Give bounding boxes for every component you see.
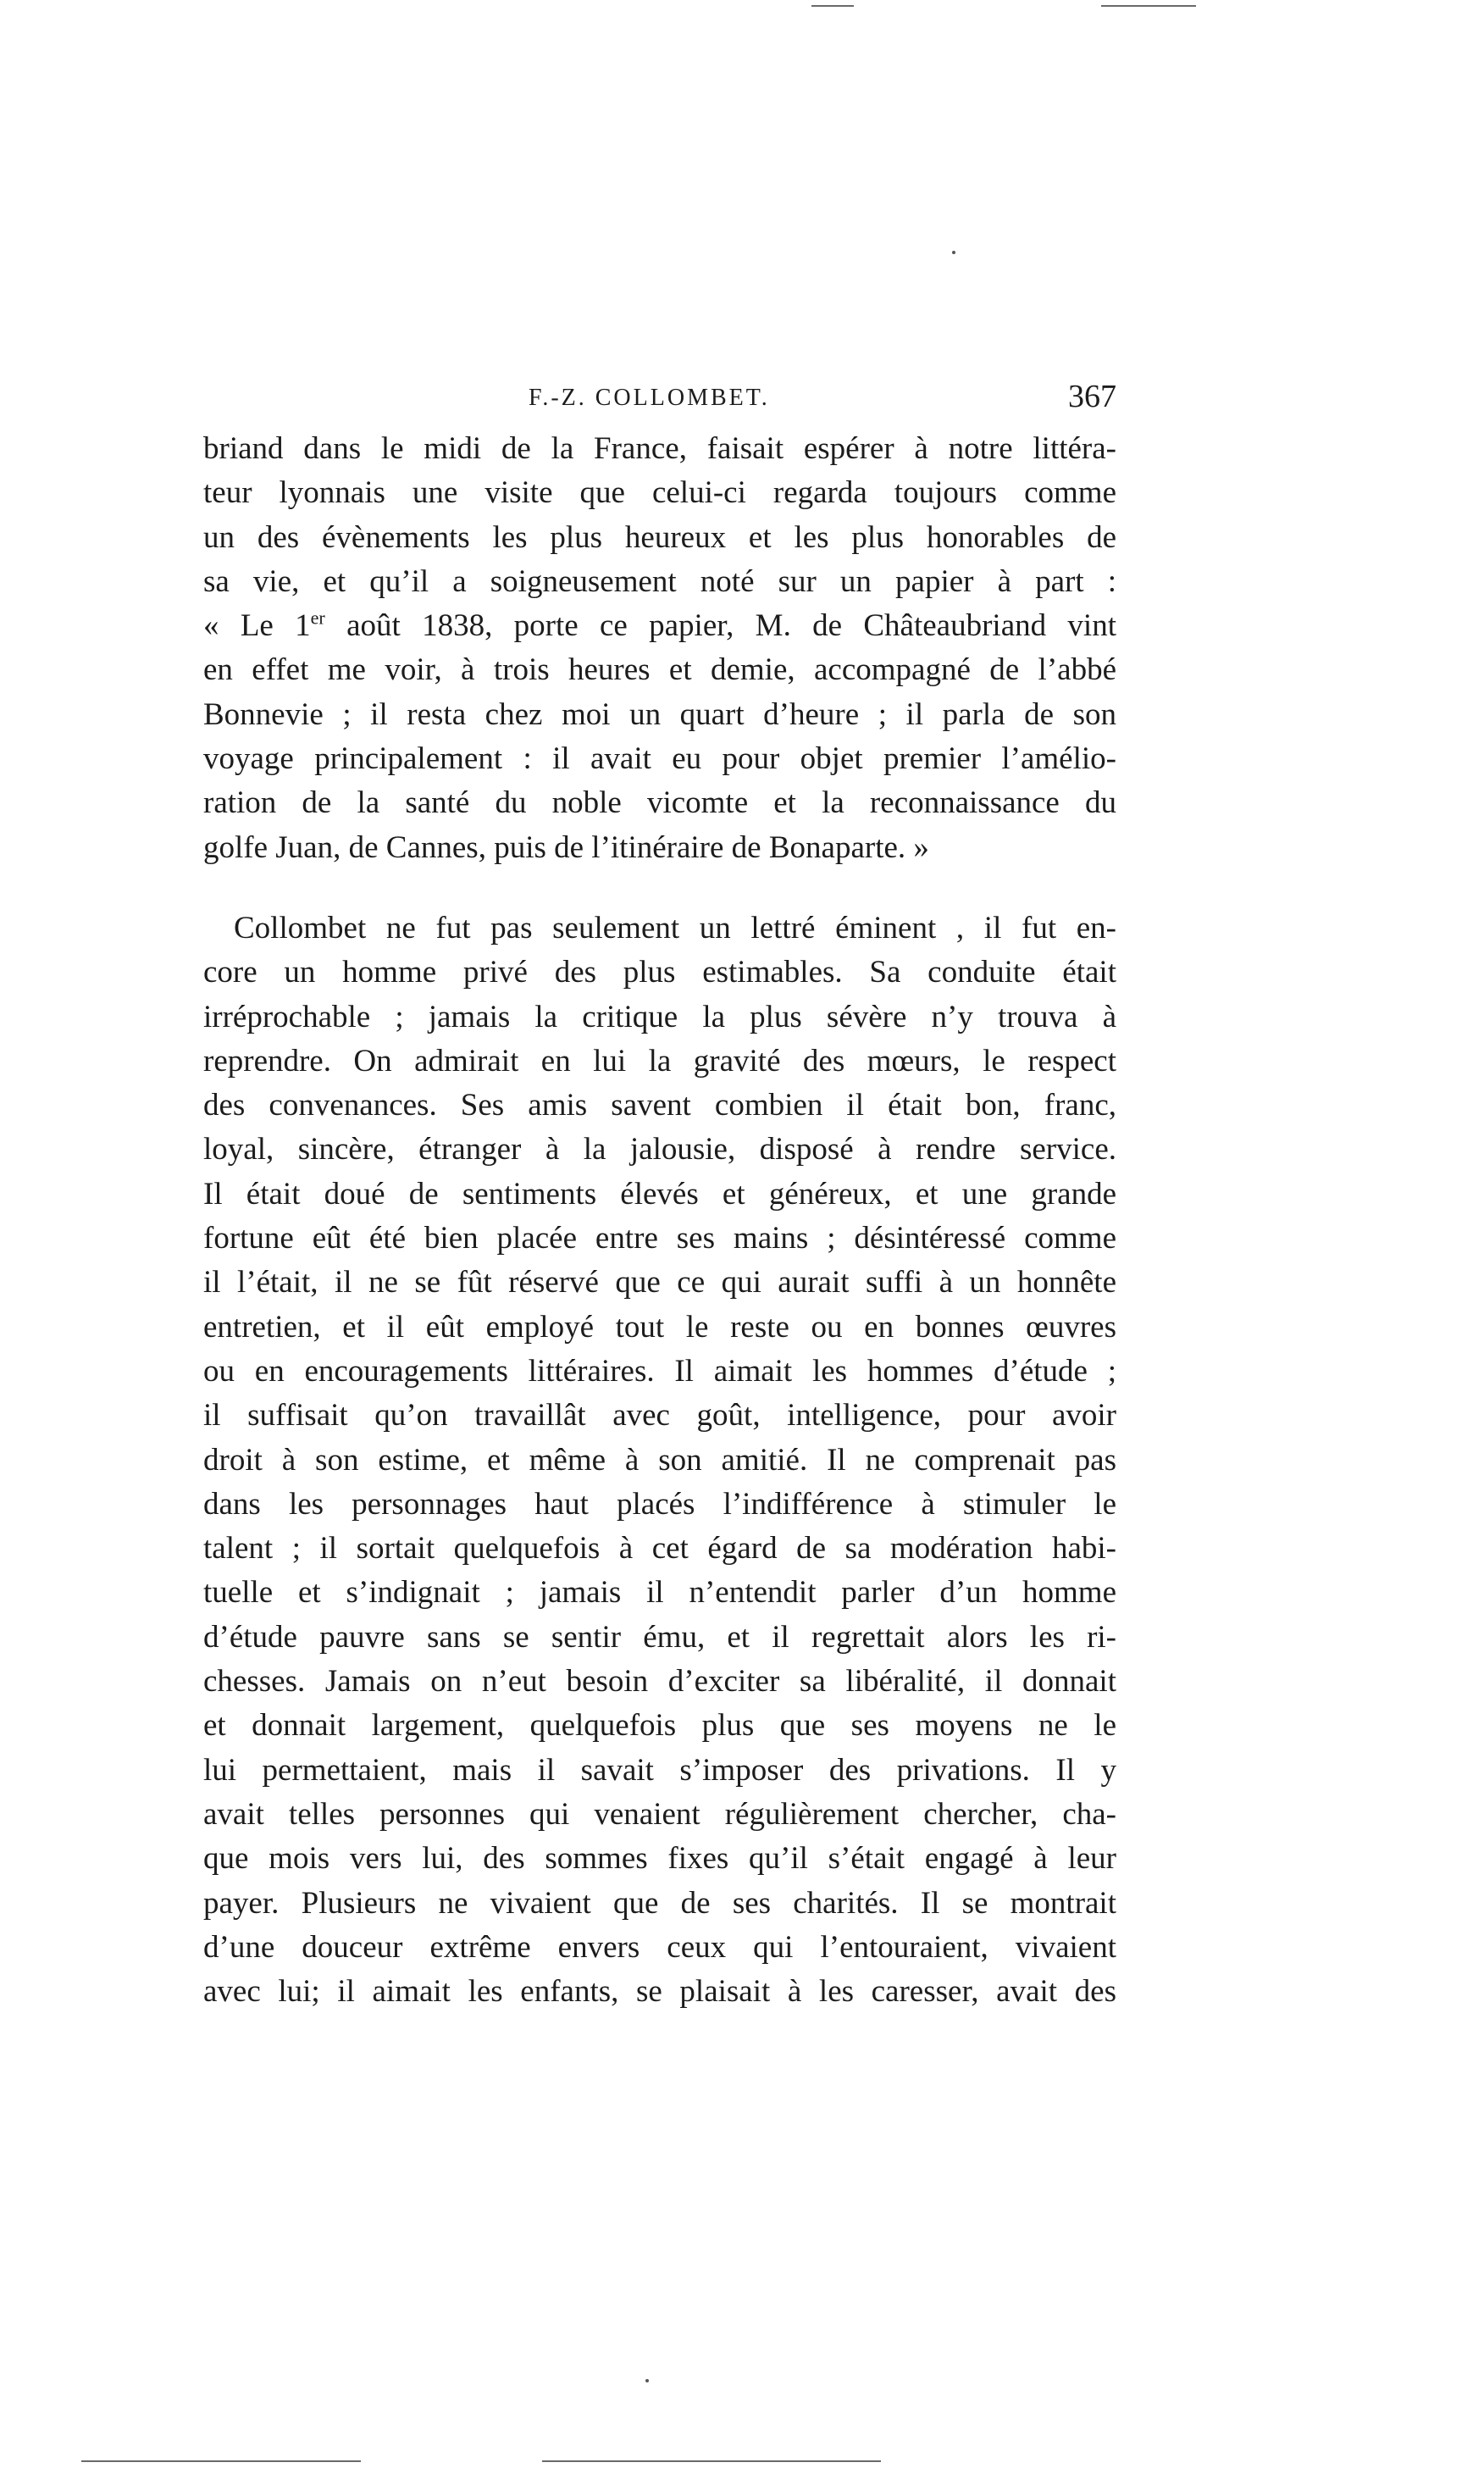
text-line: sa vie, et qu’il a soigneusement noté sur un papier à part : — [203, 563, 1116, 599]
text-line: d’une douceur extrême envers ceux qui l’entouraient, vivaient — [203, 1929, 1116, 1965]
text-line: et donnait largement, quelquefois plus que ses moyens ne le — [203, 1708, 1116, 1744]
scan-edge-line-top-right — [1101, 5, 1196, 7]
text-line: ration de la santé du noble vicomte et la reconnaissance du — [203, 785, 1116, 821]
paragraph-gap — [203, 870, 1116, 907]
text-line: golfe Juan, de Cannes, puis de l’itinéraire de Bonaparte. » — [203, 829, 929, 865]
superscript-ordinal: er — [310, 607, 325, 629]
text-line: core un homme privé des plus estimables. Sa conduite était — [203, 955, 1116, 990]
text-line: il l’était, il ne se fût réservé que ce qui aurait suffi à un honnête — [203, 1265, 1116, 1301]
text-line: dans les personnages haut placés l’indifférence à stimuler le — [203, 1486, 1116, 1522]
scan-edge-line-bottom-right — [542, 2460, 881, 2462]
text-line: avait telles personnes qui venaient régulièrement chercher, cha- — [203, 1796, 1116, 1832]
text-line: lui permettaient, mais il savait s’imposer des privations. Il y — [203, 1752, 1116, 1788]
text-line: en effet me voir, à trois heures et demie, accompagné de l’abbé — [203, 652, 1116, 688]
text-line: reprendre. On admirait en lui la gravité des mœurs, le respect — [203, 1043, 1116, 1079]
running-head: F.-Z. COLLOMBET. — [529, 385, 770, 411]
text-line — [203, 604, 1116, 648]
text-line: Collombet ne fut pas seulement un lettré éminent , il fut en- — [234, 910, 1116, 946]
text-line: avec lui; il aimait les enfants, se plaisait à les caresser, avait des — [203, 1974, 1116, 2010]
page-number: 367 — [1068, 379, 1116, 414]
text-line: payer. Plusieurs ne vivaient que de ses charités. Il se montrait — [203, 1885, 1116, 1921]
text-fragment: « Le 1 — [203, 608, 311, 644]
text-line: ou en encouragements littéraires. Il aimait les hommes d’étude ; — [203, 1353, 1116, 1389]
text-line: tuelle et s’indignait ; jamais il n’entendit parler d’un homme — [203, 1575, 1116, 1611]
text-line: un des évènements les plus heureux et les plus honorables de — [203, 519, 1116, 555]
text-line: entretien, et il eût employé tout le reste ou en bonnes œuvres — [203, 1309, 1116, 1345]
text-line: chesses. Jamais on n’eut besoin d’exciter sa libéralité, il donnait — [203, 1664, 1116, 1700]
text-line: irréprochable ; jamais la critique la plus sévère n’y trouva à — [203, 999, 1116, 1034]
text-line: des convenances. Ses amis savent combien il était bon, franc, — [203, 1088, 1116, 1123]
text-line: Bonnevie ; il resta chez moi un quart d’heure ; il parla de son — [203, 696, 1116, 732]
text-fragment: août 1838, porte ce papier, M. de Châteaubriand vint — [324, 608, 1116, 644]
scan-edge-line-top — [811, 5, 854, 7]
body-text — [203, 427, 1116, 2014]
text-line: il suffisait qu’on travaillât avec goût, intelligence, pour avoir — [203, 1398, 1116, 1434]
text-line: talent ; il sortait quelquefois à cet égard de sa modération habi- — [203, 1531, 1116, 1567]
scan-speck — [645, 2379, 649, 2382]
text-line: droit à son estime, et même à son amitié. Il ne comprenait pas — [203, 1442, 1116, 1478]
scan-edge-line-bottom — [81, 2460, 361, 2462]
text-line: Il était doué de sentiments élevés et généreux, et une grande — [203, 1176, 1116, 1212]
text-line: voyage principalement : il avait eu pour objet premier l’amélio- — [203, 741, 1116, 777]
text-line: briand dans le midi de la France, faisait espérer à notre littéra- — [203, 431, 1116, 466]
text-line: d’étude pauvre sans se sentir ému, et il regrettait alors les ri- — [203, 1619, 1116, 1655]
page-header — [203, 378, 1116, 429]
text-line: loyal, sincère, étranger à la jalousie, disposé à rendre service. — [203, 1132, 1116, 1167]
text-line: fortune eût été bien placée entre ses mains ; désintéressé comme — [203, 1221, 1116, 1256]
paragraph-1 — [203, 427, 1116, 870]
text-line: teur lyonnais une visite que celui-ci regarda toujours comme — [203, 475, 1116, 511]
text-line: que mois vers lui, des sommes fixes qu’il s’était engagé à leur — [203, 1841, 1116, 1877]
scan-speck — [952, 251, 955, 254]
paragraph-2 — [203, 907, 1116, 2014]
